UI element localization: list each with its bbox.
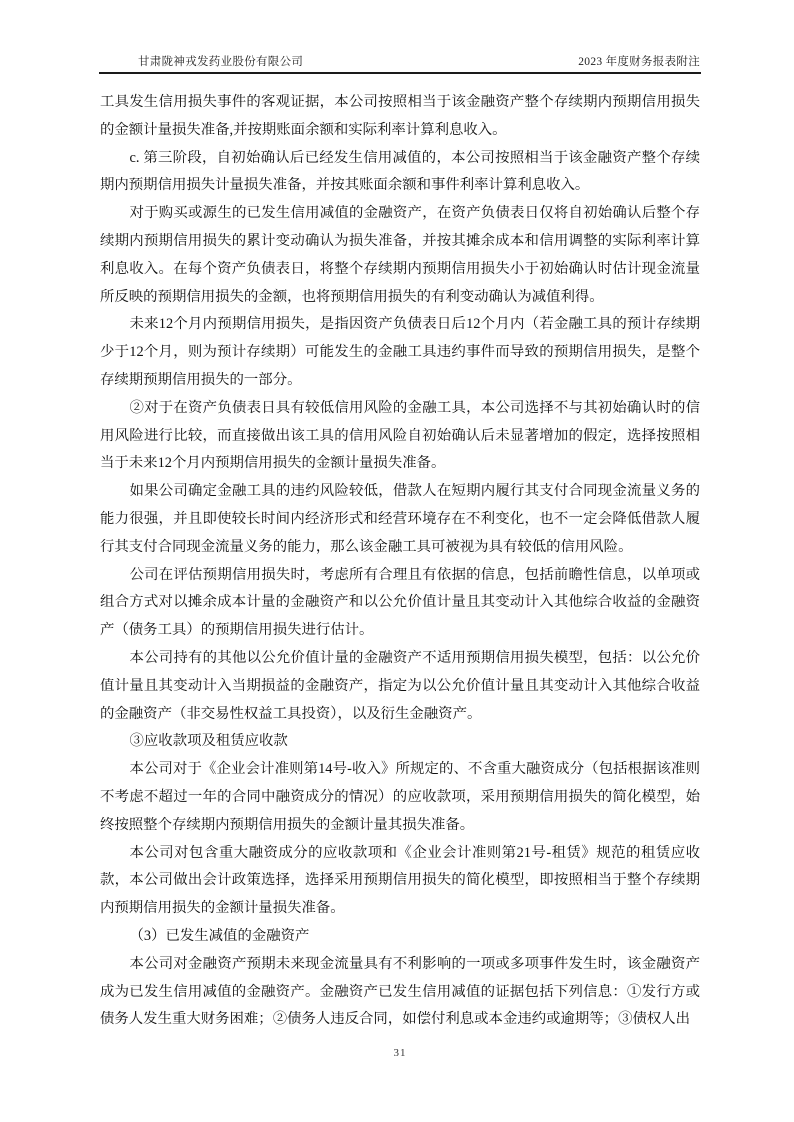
header-doc-title: 2023 年度财务报表附注 xyxy=(578,56,700,68)
paragraph: c. 第三阶段，自初始确认后已经发生信用减值的，本公司按照相当于该金融资产整个存续期内预期信用损失计量损失准备，并按其账面余额和事件利率计算利息收入。 xyxy=(100,149,700,194)
page-footer xyxy=(100,1047,700,1059)
paragraph-subheading: （3）已发生减值的金融资产 xyxy=(129,927,310,944)
paragraph-subheading: ③应收款项及租赁应收款 xyxy=(129,733,288,750)
header-company-name: 甘肃陇神戎发药业股份有限公司 xyxy=(138,56,304,68)
paragraph: 本公司对包含重大融资成分的应收款项和《企业会计准则第21号-租赁》规范的租赁应收款，本公司做出会计政策选择，选择采用预期信用损失的简化模型，即按照相当于整个存续期内预期信用损失的金额计量损失准备。 xyxy=(100,844,700,917)
paragraph: 如果公司确定金融工具的违约风险较低，借款人在短期内履行其支付合同现金流量义务的能力很强，并且即使较长时间内经济形式和经营环境存在不利变化，也不一定会降低借款人履行其支付合同现金流量义务的能力，那么该金融工具可被视为具有较低的信用风险。 xyxy=(100,483,700,555)
header-divider-line xyxy=(99,72,701,74)
page-number: 31 xyxy=(393,1047,407,1059)
paragraph: 本公司对金融资产预期未来现金流量具有不利影响的一项或多项事件发生时，该金融资产成为已发生信用减值的金融资产。金融资产已发生信用减值的证据包括下列信息：①发行方或债务人发生重大财务困难；②债务人违反合同，如偿付利息或本金违约或逾期等；③债权人出 xyxy=(100,955,700,1028)
paragraph: 对于购买或源生的已发生信用减值的金融资产，在资产负债表日仅将自初始确认后整个存续期内预期信用损失的累计变动确认为损失准备，并按其摊余成本和信用调整的实际利率计算利息收入。在每个资产负债表日，将整个存续期内预期信用损失小于初始确认时估计现金流量所反映的预期信用损失的金额，也将预期信用损失的有利变动确认为减值利得。 xyxy=(100,205,700,305)
paragraph: 本公司持有的其他以公允价值计量的金融资产不适用预期信用损失模型，包括：以公允价值计量且其变动计入当期损益的金融资产，指定为以公允价值计量且其变动计入其他综合收益的金融资产（非交易性权益工具投资），以及衍生金融资产。 xyxy=(100,649,700,722)
document-body xyxy=(100,89,700,1034)
paragraph: 公司在评估预期信用损失时，考虑所有合理且有依据的信息，包括前瞻性信息，以单项或组合方式对以摊余成本计量的金融资产和以公允价值计量且其变动计入其他综合收益的金融资产（债务工具）的预期信用损失进行估计。 xyxy=(100,566,700,639)
page-header xyxy=(100,53,700,69)
paragraph: 未来12个月内预期信用损失，是指因资产负债表日后12个月内（若金融工具的预计存续期少于12个月，则为预计存续期）可能发生的金融工具违约事件而导致的预期信用损失，是整个存续期预期信用损失的一部分。 xyxy=(100,316,700,388)
paragraph: 工具发生信用损失事件的客观证据，本公司按照相当于该金融资产整个存续期内预期信用损失的金额计量损失准备,并按期账面余额和实际利率计算利息收入。 xyxy=(100,94,700,138)
paragraph: 本公司对于《企业会计准则第14号-收入》所规定的、不含重大融资成分（包括根据该准则不考虑不超过一年的合同中融资成分的情况）的应收款项，采用预期信用损失的简化模型，始终按照整个存续期内预期信用损失的金额计量其损失准备。 xyxy=(100,761,700,833)
paragraph: ②对于在资产负债表日具有较低信用风险的金融工具，本公司选择不与其初始确认时的信用风险进行比较，而直接做出该工具的信用风险自初始确认后未显著增加的假定，选择按照相当于未来12个月内预期信用损失的金额计量损失准备。 xyxy=(100,399,700,472)
